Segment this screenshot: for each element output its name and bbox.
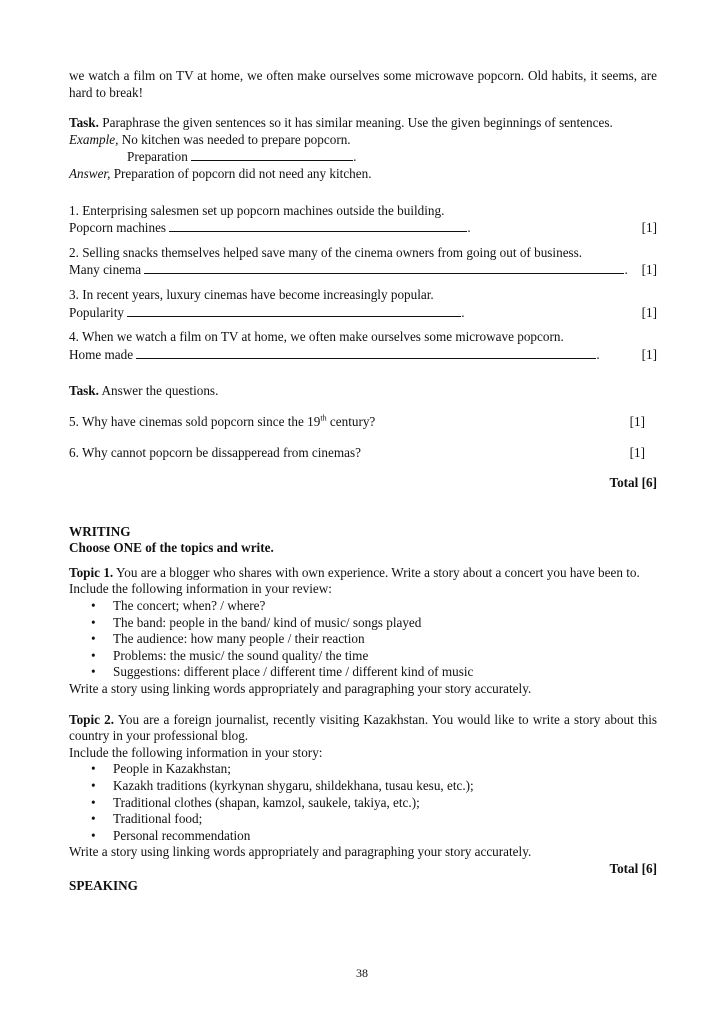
topic2-bullet-list xyxy=(69,761,657,844)
list-item: • The concert; when? / where? xyxy=(113,598,657,615)
q5-before: 5. Why have cinemas sold popcorn since the 19 xyxy=(69,413,321,429)
task1-answer xyxy=(69,166,657,183)
answer-label: Answer, xyxy=(69,165,111,181)
task1-item xyxy=(69,203,657,237)
item-mark: [1] xyxy=(641,346,657,362)
item-start: Many cinema xyxy=(69,262,142,278)
item-mark: [1] xyxy=(641,220,657,236)
topic1-text: You are a blogger who shares with own experience. Write a story about a concert you have been to. xyxy=(113,564,640,580)
list-item: • People in Kazakhstan; xyxy=(113,761,657,778)
answer-blank[interactable] xyxy=(191,148,353,161)
reading-total: Total [6] xyxy=(609,475,657,491)
list-item: • Kazakh traditions (kyrkynan shygaru, shildekhana, tusau kesu, etc.); xyxy=(113,778,657,795)
answer-blank[interactable] xyxy=(169,219,467,232)
list-item: • Suggestions: different place / different time / different kind of music xyxy=(113,664,657,681)
item-answer-row: Many cinema . [1] xyxy=(69,262,657,278)
list-item: • The audience: how many people / their reaction xyxy=(113,631,657,648)
task1-item xyxy=(69,287,657,321)
answer-blank[interactable] xyxy=(136,346,596,359)
topic1-closing: Write a story using linking words appropriately and paragraphing your story accurately. xyxy=(69,681,532,697)
document-page xyxy=(69,68,657,894)
list-item: • Problems: the music/ the sound quality/ the time xyxy=(113,648,657,665)
topic2-intro xyxy=(69,712,657,745)
task1-example xyxy=(69,132,657,149)
speaking-heading: SPEAKING xyxy=(69,877,138,893)
topic1-intro xyxy=(69,565,657,582)
task1-item xyxy=(69,245,657,279)
intro-paragraph: we watch a film on TV at home, we often make ourselves some microwave popcorn. Old habits, it seems, are hard to break! xyxy=(69,68,657,100)
item-sentence: 3. In recent years, luxury cinemas have become increasingly popular. xyxy=(69,286,434,302)
example-text: No kitchen was needed to prepare popcorn. xyxy=(118,131,351,147)
task1-item xyxy=(69,329,657,363)
writing-total: Total [6] xyxy=(609,860,657,876)
task1-instruction xyxy=(69,115,657,132)
writing-heading: WRITING xyxy=(69,523,131,539)
topic1-include: Include the following information in your review: xyxy=(69,581,332,597)
item-start: Popularity xyxy=(69,304,124,320)
answer-text: Preparation of popcorn did not need any kitchen. xyxy=(110,165,372,181)
topic1-bullet-list xyxy=(69,598,657,681)
q6-mark: [1] xyxy=(629,444,645,460)
q5-mark: [1] xyxy=(629,413,645,429)
answer-blank[interactable] xyxy=(127,304,461,317)
task2-instruction xyxy=(69,383,657,400)
question-6 xyxy=(69,445,657,462)
list-item: • Traditional clothes (shapan, kamzol, saukele, takiya, etc.); xyxy=(113,795,657,812)
item-start: Home made xyxy=(69,346,134,362)
q5-after: century? xyxy=(326,413,376,429)
item-sentence: 2. Selling snacks themselves helped save many of the cinema owners from going out of business. xyxy=(69,244,583,260)
list-item: • Personal recommendation xyxy=(113,828,657,845)
topic2-closing: Write a story using linking words appropriately and paragraphing your story accurately. xyxy=(69,844,532,860)
item-sentence: 1. Enterprising salesmen set up popcorn machines outside the building. xyxy=(69,202,445,218)
topic2-label: Topic 2. xyxy=(69,711,115,727)
list-item: • The band: people in the band/ kind of music/ songs played xyxy=(113,615,657,632)
item-start: Popcorn machines xyxy=(69,220,167,236)
answer-blank[interactable] xyxy=(144,261,624,274)
item-mark: [1] xyxy=(641,262,657,278)
question-5 xyxy=(69,414,657,431)
list-item: • Traditional food; xyxy=(113,811,657,828)
q6-text: 6. Why cannot popcorn be dissapperead from cinemas? xyxy=(69,444,361,460)
page-number: 38 xyxy=(356,966,368,980)
task1-instruction-text: Paraphrase the given sentences so it has similar meaning. Use the given beginnings of sentences. xyxy=(98,115,613,131)
topic2-include: Include the following information in your story: xyxy=(69,744,323,760)
item-sentence: 4. When we watch a film on TV at home, we often make ourselves some microwave popcorn. xyxy=(69,329,564,345)
item-mark: [1] xyxy=(641,304,657,320)
task2-label: Task. xyxy=(69,383,99,399)
item-answer-row: Popcorn machines . [1] xyxy=(69,220,657,236)
writing-instruction: Choose ONE of the topics and write. xyxy=(69,540,274,556)
item-answer-row: Popularity . [1] xyxy=(69,304,657,320)
topic2-text: You are a foreign journalist, recently visiting Kazakhstan. You would like to write a story about this country in your professional blog. xyxy=(69,711,658,744)
item-answer-row: Home made . [1] xyxy=(69,346,657,362)
example-blank-line: Preparation . xyxy=(127,149,357,165)
topic1-label: Topic 1. xyxy=(69,564,114,580)
q5-sup: th xyxy=(320,413,327,423)
example-start: Preparation xyxy=(127,149,188,165)
example-label: Example, xyxy=(69,131,119,147)
task2-instruction-text: Answer the questions. xyxy=(98,383,219,399)
task1-label: Task. xyxy=(69,115,99,131)
